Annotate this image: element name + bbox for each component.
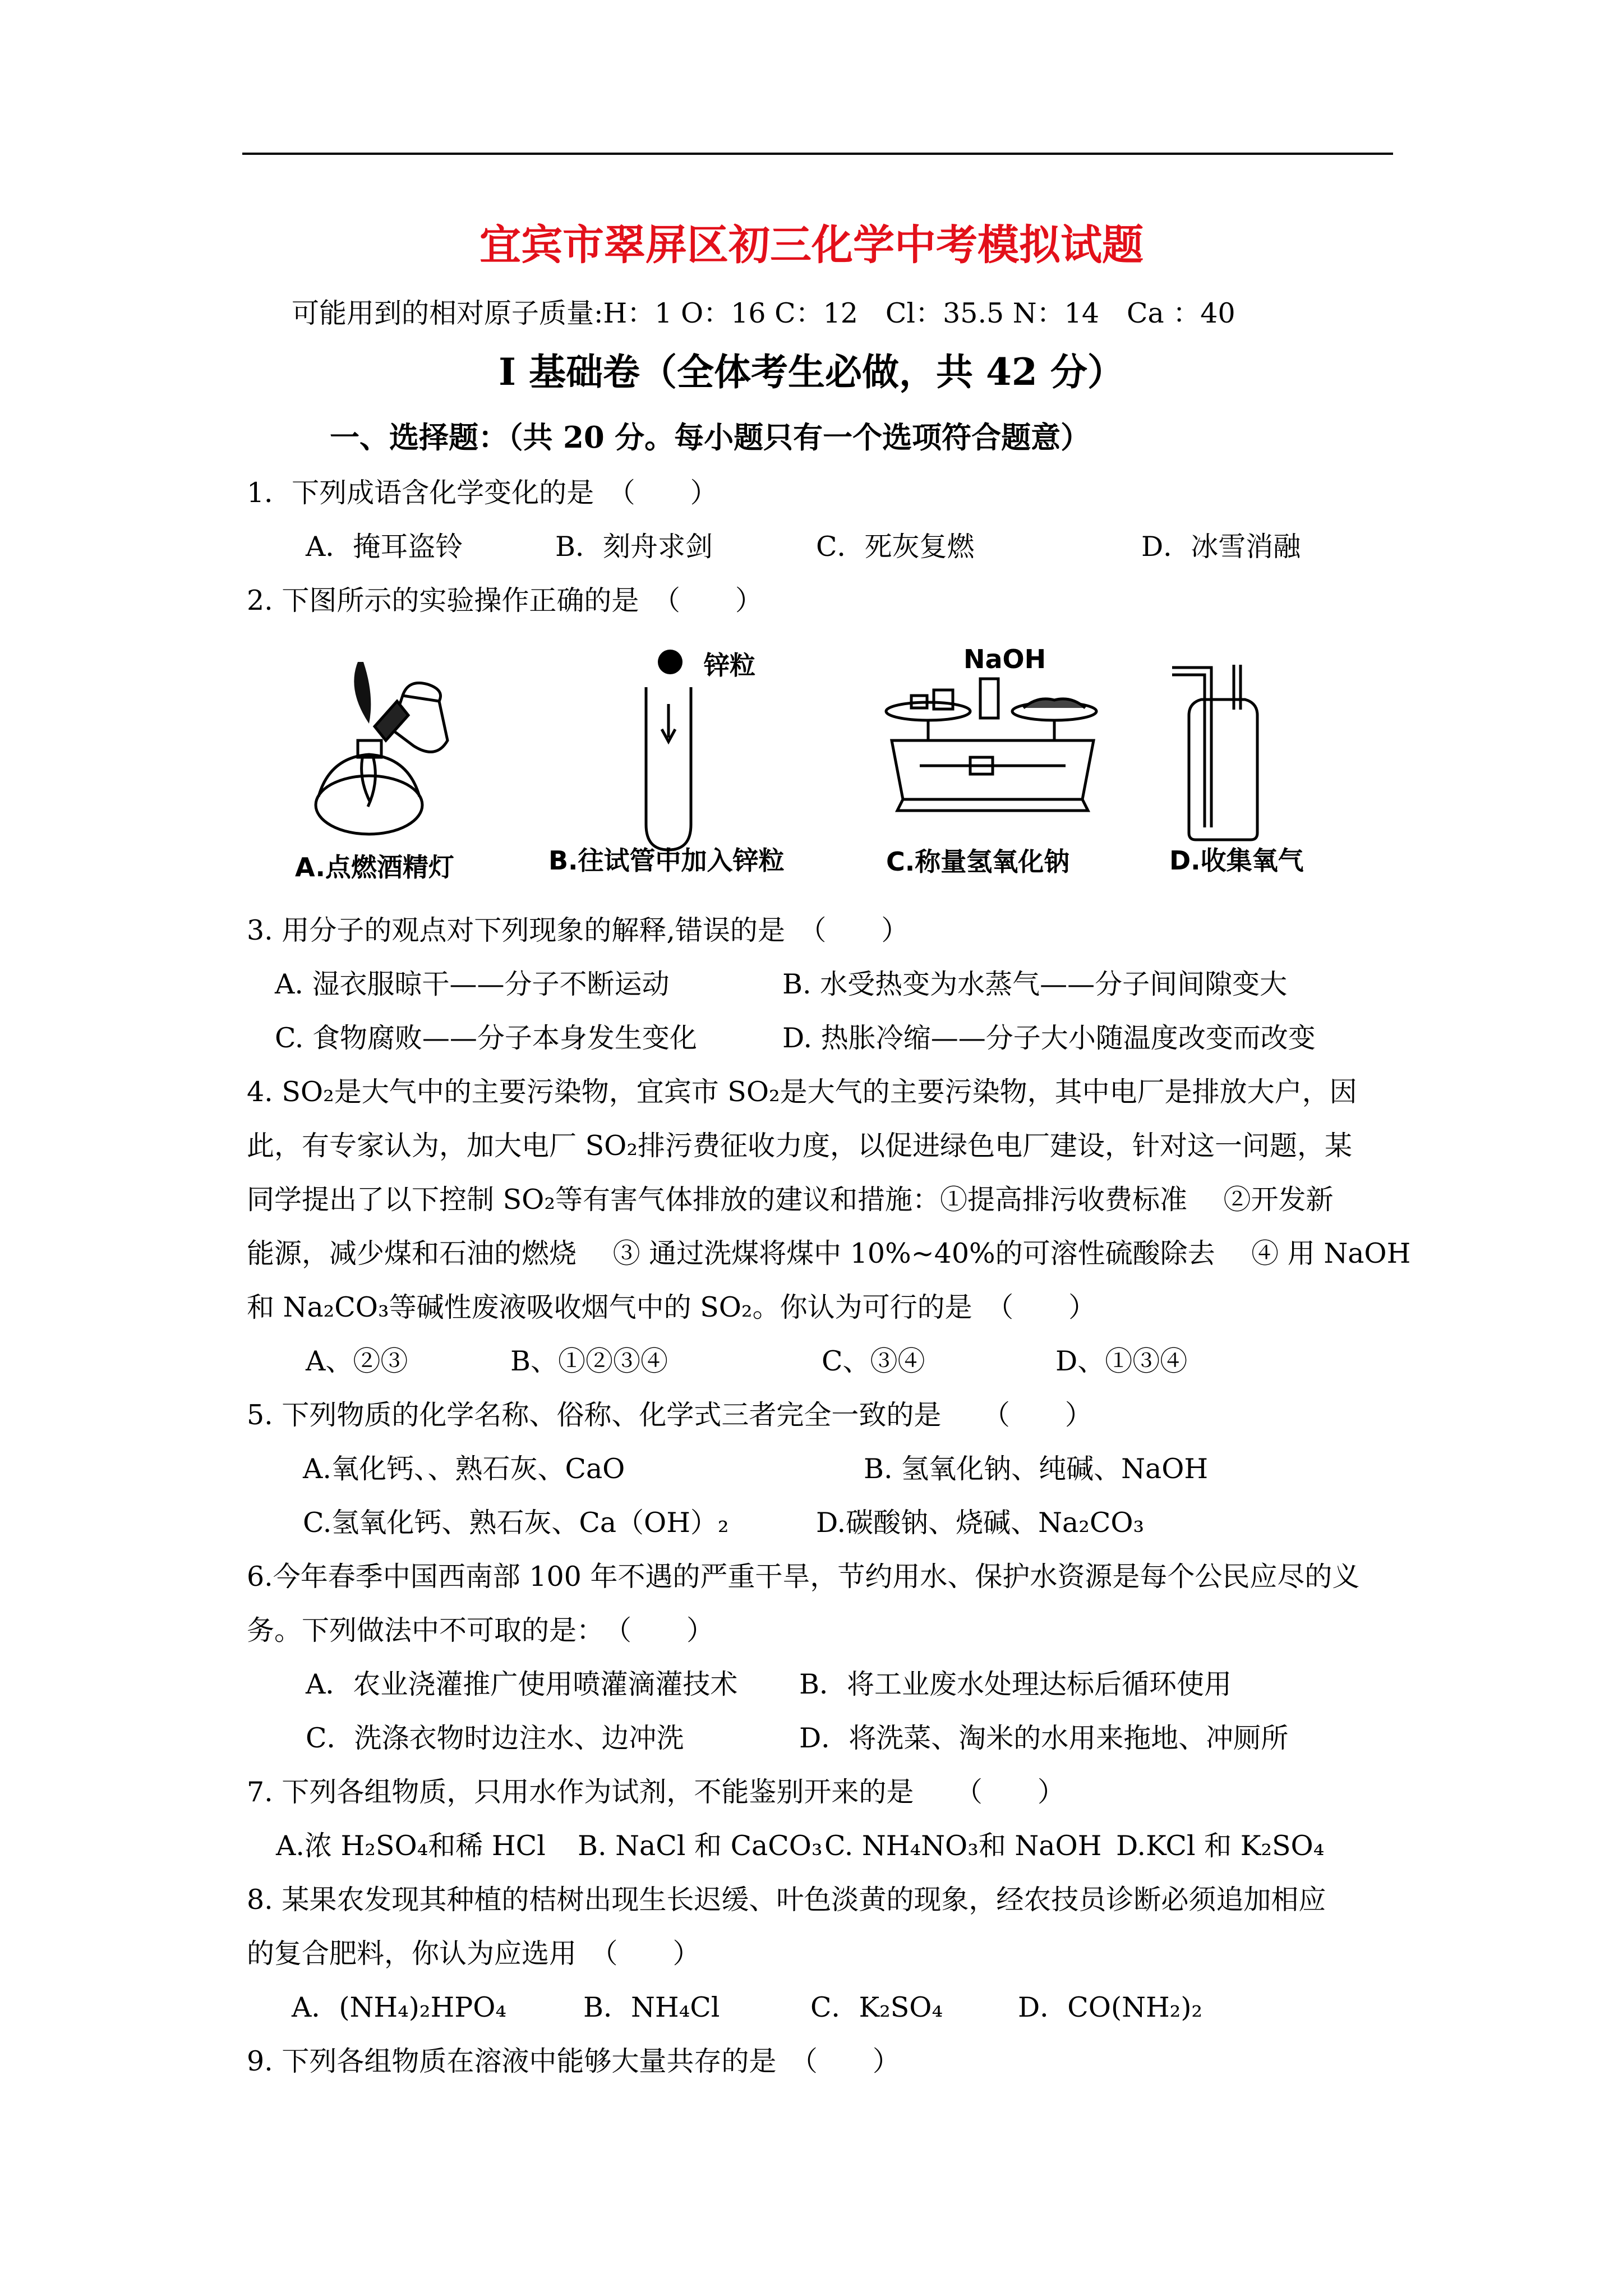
q3-option-b: B. 水受热变为水蒸气——分子间间隙变大 [782, 968, 1288, 1000]
q6-line2: 务。下列做法中不可取的是： （ ） [247, 1614, 714, 1646]
q3-option-c: C. 食物腐败——分子本身发生变化 [275, 1022, 697, 1054]
atomic-masses: 可能用到的相对原子质量:H：1 O：16 C：12 Cl：35.5 N：14 Ca ：40 [292, 297, 1235, 329]
q4-line2: 此，有专家认为，加大电厂 SO₂排污费征收力度，以促进绿色电厂建设，针对这一问题，某 [247, 1130, 1352, 1162]
q5-option-a: A.氧化钙、、熟石灰、CaO [303, 1453, 625, 1485]
q1-option-d: D．冰雪消融 [1141, 531, 1301, 563]
q5-option-b: B. 氢氧化钠、纯碱、NaOH [864, 1453, 1209, 1485]
q7-option-a: A.浓 H₂SO₄和稀 HCl [276, 1830, 546, 1862]
balance-figure [880, 673, 1105, 813]
q3-stem: 3. 用分子的观点对下列现象的解释,错误的是 （ ） [247, 914, 909, 946]
q5-option-c: C.氢氧化钙、熟石灰、Ca（OH）₂ [303, 1507, 729, 1539]
q4-line5: 和 Na₂CO₃等碱性废液吸收烟气中的 SO₂。你认为可行的是 （ ） [247, 1291, 1096, 1323]
q6-option-c: C．洗涤衣物时边注水、边冲洗 [306, 1722, 684, 1754]
q4-option-b: B、①②③④ [510, 1345, 668, 1377]
q4-option-d: D、①③④ [1055, 1345, 1188, 1377]
q1-option-a: A．掩耳盗铃 [306, 531, 463, 563]
q5-option-d: D.碳酸钠、烧碱、Na₂CO₃ [816, 1507, 1145, 1539]
q3-option-d: D. 热胀冷缩——分子大小随温度改变而改变 [782, 1022, 1316, 1054]
q8-option-c: C．K₂SO₄ [810, 1991, 943, 2023]
naoh-label: NaOH [963, 644, 1046, 674]
fig-a-caption: A.点燃酒精灯 [295, 852, 454, 882]
q7-option-d: D.KCl 和 K₂SO₄ [1116, 1830, 1325, 1862]
test-tube-figure [634, 645, 701, 858]
fig-b-caption: B.往试管中加入锌粒 [548, 845, 785, 876]
q4-option-c: C、③④ [822, 1345, 925, 1377]
section-heading-choice: 一、选择题：（共 20 分。每小题只有一个选项符合题意） [330, 420, 1091, 455]
page-title: 宜宾市翠屏区初三化学中考模拟试题 [479, 221, 1144, 269]
zinc-label: 锌粒 [704, 650, 755, 680]
q6-option-a: A．农业浇灌推广使用喷灌滴灌技术 [306, 1668, 738, 1700]
q1-option-c: C．死灰复燃 [816, 531, 975, 563]
alcohol-lamp-figure [307, 662, 476, 847]
q4-line4: 能源，减少煤和石油的燃烧 ③ 通过洗煤将煤中 10%~40%的可溶性硫酸除去 ④ 用 NaOH [247, 1237, 1411, 1269]
q9-stem: 9. 下列各组物质在溶液中能够大量共存的是 （ ） [247, 2045, 900, 2077]
q4-line1: 4. SO₂是大气中的主要污染物，宜宾市 SO₂是大气的主要污染物，其中电厂是排放大户，因 [247, 1076, 1357, 1108]
q7-option-b: B. NaCl 和 CaCO₃ [578, 1830, 823, 1862]
section-heading-basic: I 基础卷（全体考生必做，共 42 分） [499, 350, 1124, 394]
q8-option-d: D．CO(NH₂)₂ [1018, 1991, 1203, 2023]
q1-option-b: B．刻舟求剑 [555, 531, 713, 563]
top-rule [242, 153, 1393, 155]
q8-option-a: A．(NH₄)₂HPO₄ [292, 1991, 507, 2023]
q6-option-b: B．将工业废水处理达标后循环使用 [799, 1668, 1232, 1700]
q7-option-c: C. NH₄NO₃和 NaOH [824, 1830, 1102, 1862]
q6-line1: 6.今年春季中国西南部 100 年不遇的严重干旱，节约用水、保护水资源是每个公民应尽的义 [247, 1561, 1360, 1593]
q4-line3: 同学提出了以下控制 SO₂等有害气体排放的建议和措施：①提高排污收费标准 ②开发新 [247, 1184, 1334, 1216]
q8-line2: 的复合肥料，你认为应选用 （ ） [247, 1938, 700, 1970]
q6-option-d: D．将洗菜、淘米的水用来拖地、冲厕所 [799, 1722, 1289, 1754]
q7-stem: 7. 下列各组物质，只用水作为试剂，不能鉴别开来的是 （ ） [247, 1776, 1065, 1808]
q8-option-b: B．NH₄Cl [583, 1991, 720, 2023]
gas-bottle-figure [1166, 659, 1273, 844]
fig-d-caption: D.收集氧气 [1169, 845, 1304, 876]
q8-line1: 8. 某果农发现其种植的桔树出现生长迟缓、叶色淡黄的现象，经农技员诊断必须追加相应 [247, 1884, 1326, 1916]
q3-option-a: A. 湿衣服晾干——分子不断运动 [275, 968, 670, 1000]
fig-c-caption: C.称量氢氧化钠 [886, 846, 1070, 877]
q5-stem: 5. 下列物质的化学名称、俗称、化学式三者完全一致的是 （ ） [247, 1399, 1092, 1431]
q2-stem: 2. 下图所示的实验操作正确的是 （ ） [247, 585, 763, 616]
q1-stem: 1．下列成语含化学变化的是 （ ） [247, 477, 718, 509]
q4-option-a: A、②③ [306, 1345, 408, 1377]
